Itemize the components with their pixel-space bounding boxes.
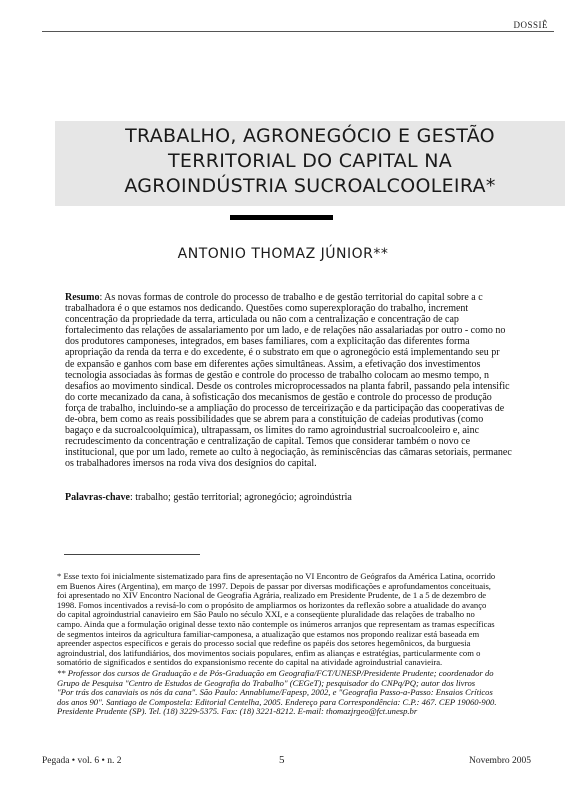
abstract [65,292,566,470]
abstract-line: os trabalhadores imersos na roda viva dos desígnios do capital. [65,458,317,470]
title-line-2: TERRITORIAL DO CAPITAL NA [167,150,453,172]
footnote-line: campo. Ainda que a formulação original desse texto não contemple os inúmeros arranjos que representam as tramas específicas [57,619,495,629]
footnote-line: Grupo de Pesquisa "Centro de Estudos de Geografia do Trabalho" (CEGeT); pesquisador do CNPq/PQ; autor dos livros [57,678,476,688]
keywords-label: Palavras-chave [65,492,130,503]
footnote-line: de segmentos inteiros da agricultura familiar-camponesa, a atualização que estamos nos propondo realizar está baseada em [57,629,480,639]
title-line-1: TRABALHO, AGRONEGÓCIO E GESTÃO [125,125,495,147]
abstract-line: dos produtores camponeses, integrados, em bases familiares, com a explicitação das diferentes forma [65,336,470,348]
abstract-line: recrudescimento da concentração e centralização de capital. Temos que considerar também o novo ce [65,436,471,448]
footnote-line: * Esse texto foi inicialmente sistematizado para fins de apresentação no VI Encontro de Geógrafos da América Latina, ocorrido [57,572,496,581]
abstract-line: desafios ao movimento sindical. Desde os controles microprocessados na planta fabril, passando pela intensific [65,380,510,392]
footnote-line: apreender aspectos específicos e gerais do processo social que redefine os papéis dos setores hegemônicos, da burguesia [57,639,471,649]
footnote-2 [57,669,566,717]
journal-citation: Pegada • vol. 6 • n. 2 [42,756,122,766]
footnote-line: somatório de significados e sentidos do expansionismo recente do capital na atividade agroindustrial canavieira. [57,658,443,668]
footnote-rule [64,554,200,555]
footnote-line: do capital agroindustrial canavieiro em São Paulo no século XXI, e a conseqüente pluralidade das relações de trabalho no [57,610,475,620]
author-name: ANTONIO THOMAZ JÚNIOR** [177,246,389,262]
footnote-line: agroindustrial, dos latifundiários, dos movimentos sociais populares, enfim as alianças e estratégias, particularmente com o [57,648,481,658]
abstract-line: bagaço e da sucroalcoolquímica), ultrapassam, os limites do ramo agroindustrial sucroalcooleiro e, ainc [65,425,480,437]
issue-date: Novembro 2005 [468,756,531,766]
keywords [65,492,565,504]
footnote-line: ** Professor dos cursos de Graduação e de Pós-Graduação em Geografia/FCT/UNESP/Presidente Prudente; coordenador do [57,668,494,678]
footnote-line: em Buenos Aires (Argentina), em março de 1997. Depois de passar por diversas modificações e aprofundamentos conceituais, [57,581,491,591]
abstract-line: de-obra, bem como as reais possibilidades que se abrem para a constituição de cadeias produtivas (como [65,414,484,426]
footnote-line: Presidente Prudente (SP). Tel. (18) 3229-5375. Fax: (18) 3221-8212. E-mail: thomazjrgeo@fct.unesp.br [57,707,418,717]
footnote-line: foi apresentado no XIV Encontro Nacional de Geografia Agrária, realizado em Presidente Prudente, de 1 a 5 de dezembro de [57,591,487,601]
abstract-line: institucional, que por um lado, remete ao culto à negociação, às reminiscências das câmaras setoriais, permanec [65,447,512,459]
keywords-text: : trabalho; gestão territorial; agronegócio; agroindústria [130,492,352,503]
header-rule [42,31,554,32]
abstract-label: Resumo [65,292,100,303]
abstract-line: : As novas formas de controle do processo de trabalho e de gestão territorial do capital sobre a c [99,292,483,303]
footnotes [57,572,566,717]
footnote-line: "Por trás dos canaviais os nós da cana". São Paulo: Annablume/Fapesp, 2002, e "Geografia Passo-a-Passo: Ensaios Críticos [57,688,493,698]
abstract-line: fortalecimento das relações de assalariamento por um lado, e de relações não assalariadas por outro - como no [65,325,506,337]
footnote-line: 1998. Fomos incentivados a revisá-lo com o propósito de ampliarmos os horizontes da reflexão sobre a atualidade do avanço [57,600,487,610]
page-number: 5 [279,754,285,766]
title-underline-bar [230,215,333,220]
title-line-3: AGROINDÚSTRIA SUCROALCOOLEIRA* [124,175,496,197]
abstract-line: do corte mecanizado da cana, à sofisticação dos mecanismos de gestão e controle do processo de produção [65,391,492,403]
footnote-1 [57,572,566,668]
abstract-line: força de trabalho, incluindo-se a ampliação do processo de terceirização e da participação das cooperativas de [65,402,505,414]
footnote-line: dos anos 90". Santiago de Compostela: Editorial Centelha, 2005. Endereço para Correspondência: C.P.: 467. CEP 19060-900. [57,697,497,707]
abstract-line: apropriação da renda da terra e do excedente, é o substrato em que o agronegócio está implementando seu pr [65,347,500,359]
abstract-line: trabalhadora é o que estamos nos dedicando. Questões como superexploração do trabalho, increment [65,303,469,315]
section-label: DOSSIÊ [513,20,548,30]
abstract-line: tecnologia associadas às formas de gestão e controle do processo de trabalho colocam ao mesmo tempo, n [65,369,490,381]
abstract-line: de expansão e ganhos com base em diferentes ações simultâneas. Assim, a efetivação dos investimentos [65,358,481,370]
abstract-line: concentração da propriedade da terra, articulada ou não com a centralização e concentração de cap [65,314,459,326]
